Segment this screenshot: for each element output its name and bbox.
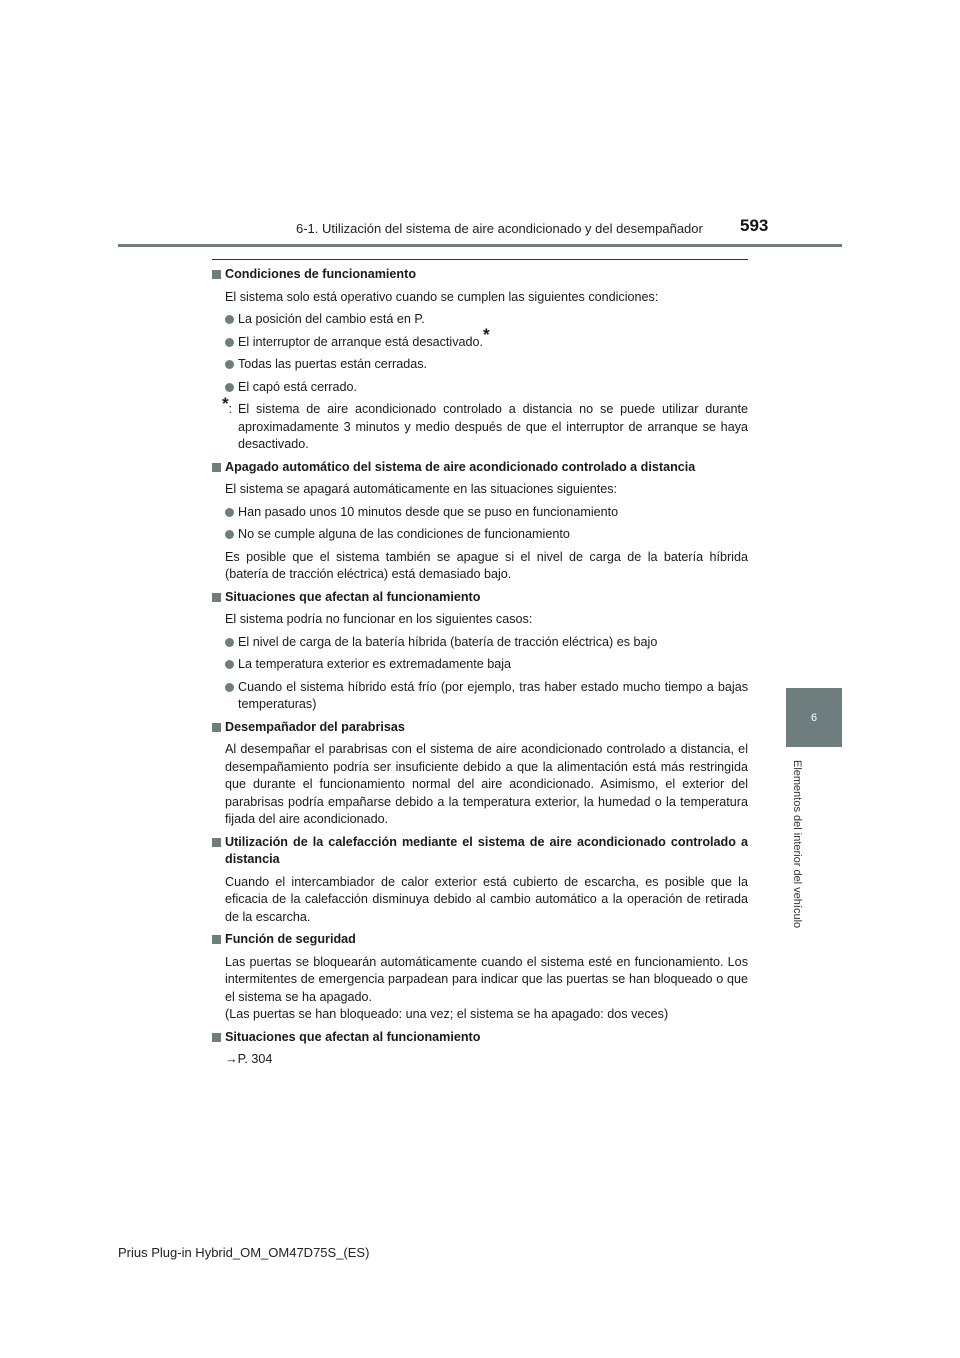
list-item-text: La posición del cambio está en P. [238,312,425,326]
header-section-title: 6-1. Utilización del sistema de aire acondicionado y del desempañador [296,221,703,236]
chapter-tab [786,688,842,747]
list-item [212,656,748,674]
list-item-text: Han pasado unos 10 minutos desde que se puso en funcionamiento [238,504,619,519]
list-item [212,679,748,714]
square-bullet-icon [212,463,221,472]
list-item-text: La temperatura exterior es extremadamente baja [238,657,512,671]
list-item [212,356,748,374]
section-heading-text: Utilización de la calefacción mediante el sistema de aire acondicionado controlado a distancia [225,834,748,866]
circle-bullet-icon [225,660,234,669]
section-heading-text: Función de seguridad [225,932,356,946]
section-paragraph: Al desempañar el parabrisas con el sistema de aire acondicionado controlado a distancia, el desempañamiento podría ser insuficiente debido a que la alimentación está más restringida que durante el funcionamiento normal del aire acondicionado. Asimismo, el exterior del parabrisas podría empañarse debido a la temperatura exterior, la humedad o la temperatura fijada del aire acondicionado. [225,742,748,826]
circle-bullet-icon [225,315,234,324]
footnote-asterisk: * [222,394,229,413]
section-paragraph: Es posible que el sistema también se apague si el nivel de carga de la batería híbrida (batería de tracción eléctrica) está demasiado bajo. [225,549,748,581]
section-heading [212,459,748,477]
section-heading-text: Apagado automático del sistema de aire acondicionado controlado a distancia [225,459,696,474]
section-heading-text: Situaciones que afectan al funcionamiento [225,589,481,604]
content-top-rule [212,259,748,260]
section-paragraph: Cuando el intercambiador de calor exterior está cubierto de escarcha, es posible que la eficacia de la calefacción disminuya debido al cambio automático a la operación de retirada de la escarcha. [225,874,748,924]
footer-model-code: Prius Plug-in Hybrid_OM_OM47D75S_(ES) [118,1245,370,1260]
section-intro: El sistema podría no funcionar en los siguientes casos: [225,612,533,626]
chapter-number: 6 [810,711,818,724]
footnote [212,394,748,454]
section-heading-text: Desempañador del parabrisas [225,719,405,734]
square-bullet-icon [212,723,221,732]
section-intro: El sistema solo está operativo cuando se cumplen las siguientes condiciones: [225,289,659,304]
list-item [212,311,748,329]
list-item-text: El nivel de carga de la batería híbrida (batería de tracción eléctrica) es bajo [238,634,658,649]
list-item [212,379,748,397]
list-item [212,526,748,544]
section-heading [212,589,748,607]
list-item-text: Cuando el sistema híbrido está frío (por ejemplo, tras haber estado mucho tiempo a bajas temperaturas) [238,679,748,711]
list-item-text: El interruptor de arranque está desactivado. [238,334,484,349]
square-bullet-icon [212,838,221,847]
list-item [212,504,748,522]
footnote-asterisk: * [483,324,490,344]
list-item [212,324,748,352]
page-reference: →P. 304 [225,1052,273,1066]
section-heading [212,266,748,284]
section-heading-text: Condiciones de funcionamiento [225,267,417,281]
section-heading-text: Situaciones que afectan al funcionamiento [225,1029,481,1044]
square-bullet-icon [212,270,221,279]
list-item-text: Todas las puertas están cerradas. [238,357,428,371]
square-bullet-icon [212,593,221,602]
square-bullet-icon [212,1033,221,1042]
section-heading [212,1029,748,1047]
section-heading [212,834,748,869]
circle-bullet-icon [225,383,234,392]
circle-bullet-icon [225,508,234,517]
circle-bullet-icon [225,360,234,369]
footnote-marker [222,394,233,419]
section-paragraph: Las puertas se bloquearán automáticamente cuando el sistema esté en funcionamiento. Los intermitentes de emergencia parpadean para indicar que las puertas se han bloqueado o que el sistema se ha apagado. [225,954,748,1004]
list-item-text: El capó está cerrado. [238,379,358,394]
page-number: 593 [740,216,769,235]
section-heading [212,719,748,737]
footnote-text: El sistema de aire acondicionado controlado a distancia no se puede utilizar durante aproximadamente 3 minutos y medio después de que el interruptor de arranque se haya desactivado. [238,402,748,451]
square-bullet-icon [212,935,221,944]
section-intro: El sistema se apagará automáticamente en las situaciones siguientes: [225,482,618,496]
chapter-side-title: Elementos del interior del vehículo [791,760,803,929]
footnote-colon: : [228,402,233,416]
header-rule [118,244,842,247]
circle-bullet-icon [225,338,234,347]
circle-bullet-icon [225,683,234,692]
circle-bullet-icon [225,530,234,539]
circle-bullet-icon [225,638,234,647]
section-heading [212,931,748,949]
page-content [212,266,748,1074]
section-paragraph: (Las puertas se han bloqueado: una vez; el sistema se ha apagado: dos veces) [225,1007,669,1021]
list-item [212,634,748,652]
list-item-text: No se cumple alguna de las condiciones de funcionamiento [238,527,570,541]
